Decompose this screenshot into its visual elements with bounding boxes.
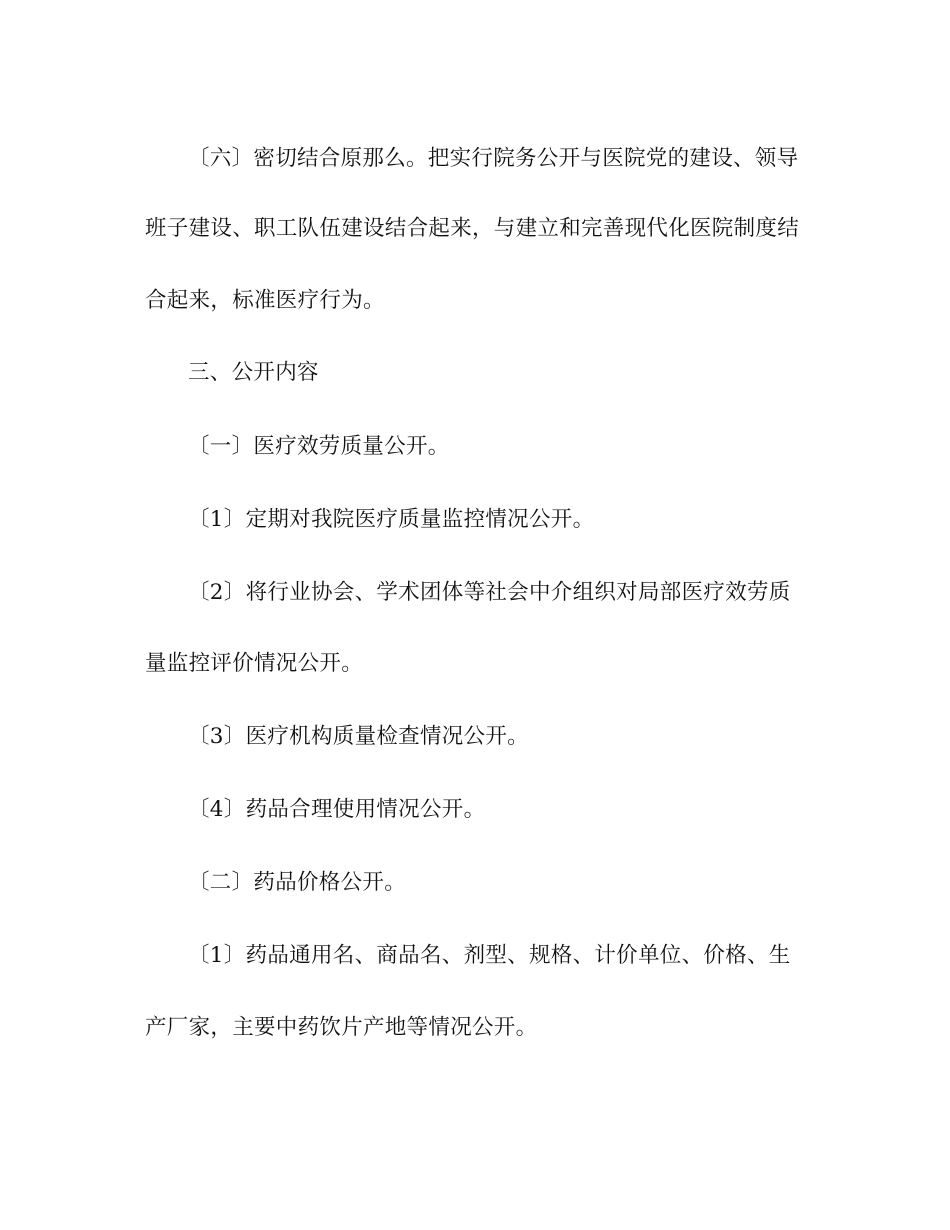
paragraph-line: 班子建设、职工队伍建设结合起来，与建立和完善现代化医院制度结 (145, 216, 800, 241)
list-item: 〔1〕药品通用名、商品名、剂型、规格、计价单位、价格、生 (188, 943, 791, 968)
paragraph-line: 〔六〕密切结合原那么。把实行院务公开与医院党的建设、领导 (188, 146, 799, 171)
list-item: 〔3〕医疗机构质量检查情况公开。 (188, 724, 529, 749)
paragraph-line: 量监控评价情况公开。 (145, 651, 364, 676)
list-item: 〔2〕将行业协会、学术团体等社会中介组织对局部医疗效劳质 (188, 580, 791, 605)
subsection-heading: 〔一〕医疗效劳质量公开。 (188, 434, 450, 459)
list-item: 〔4〕药品合理使用情况公开。 (188, 797, 486, 822)
list-item: 〔1〕定期对我院医疗质量监控情况公开。 (188, 507, 595, 532)
paragraph-line: 合起来，标准医疗行为。 (145, 288, 385, 313)
section-heading: 三、公开内容 (188, 360, 319, 385)
paragraph-line: 产厂家，主要中药饮片产地等情况公开。 (145, 1015, 538, 1040)
subsection-heading: 〔二〕药品价格公开。 (188, 870, 407, 895)
